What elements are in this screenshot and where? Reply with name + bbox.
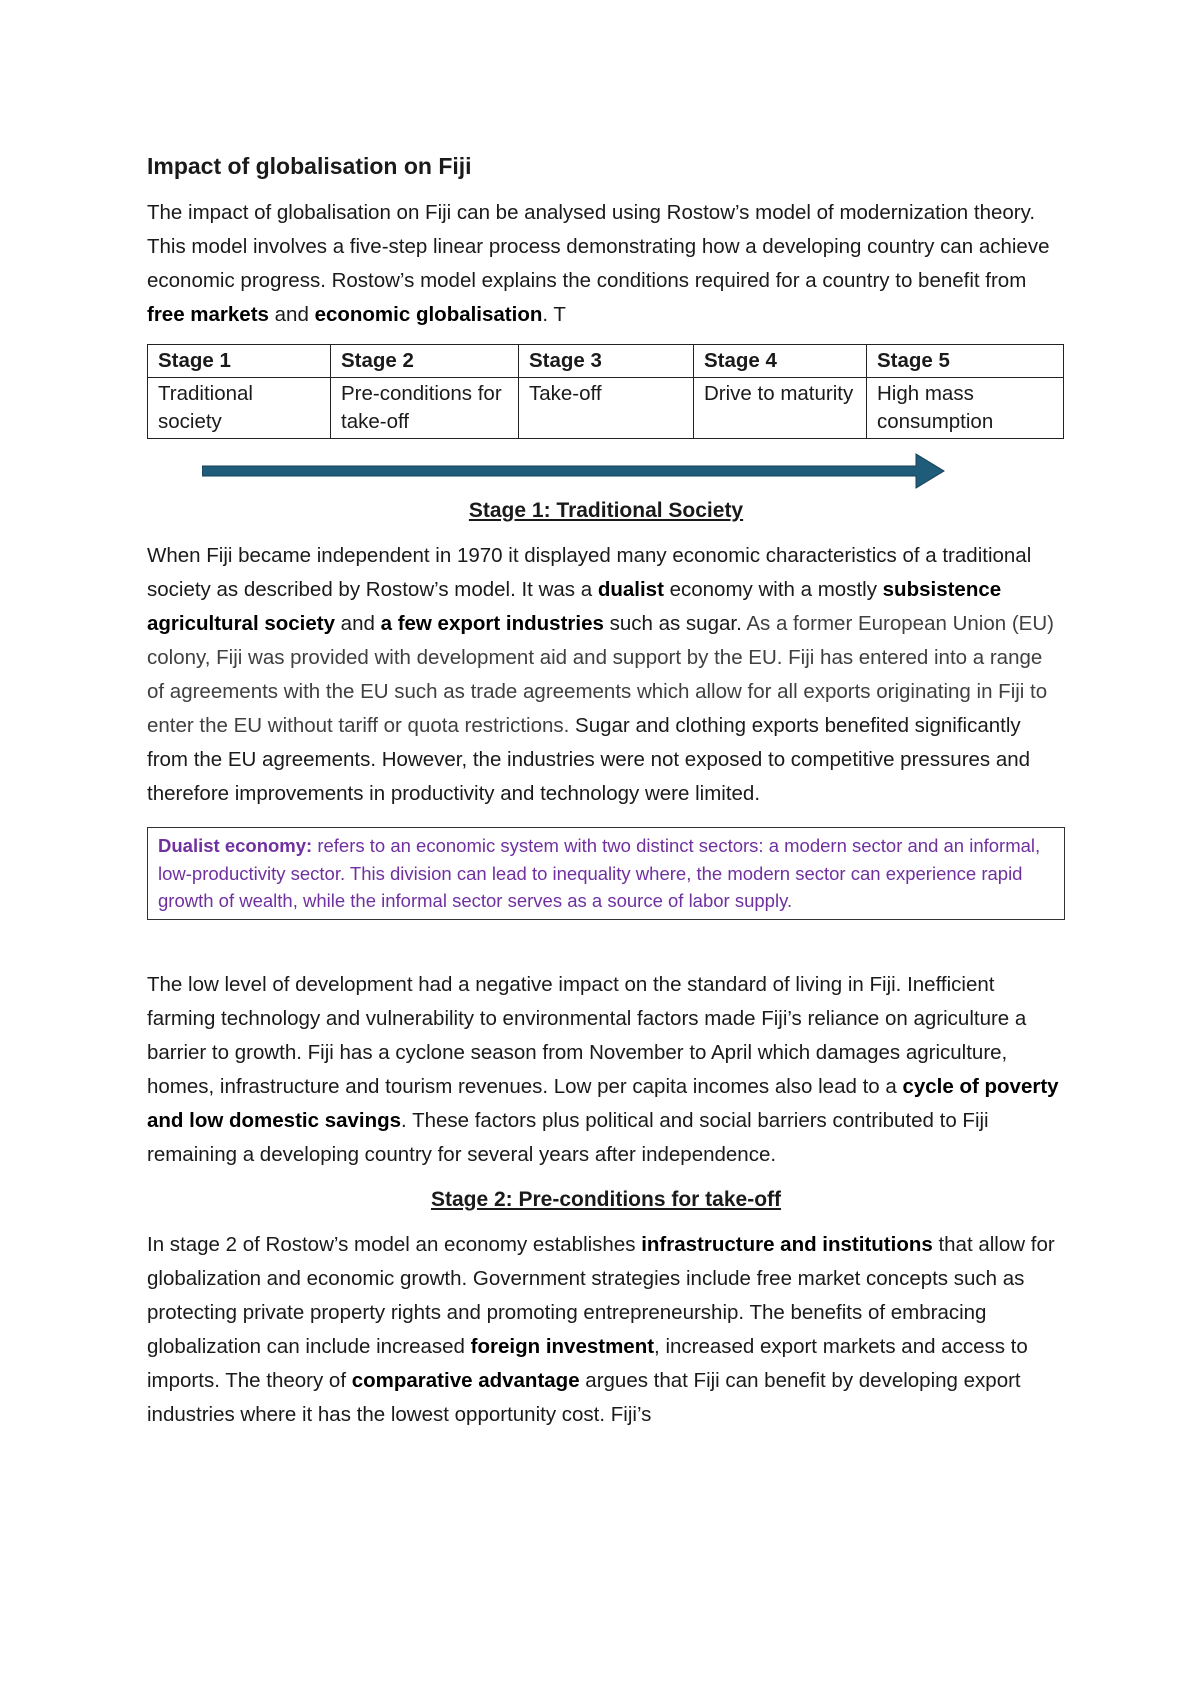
s1p2-bold-cycle-of-poverty: cycle of poverty and low domestic savings: [147, 1074, 1059, 1132]
dualist-economy-definition-box: [147, 827, 1065, 920]
intro-bold-economic-globalisation: economic globalisation: [314, 303, 543, 326]
intro-text-3: . T: [542, 303, 566, 326]
s1p1-bold-dualist: dualist: [597, 578, 664, 601]
stage-1-paragraph-2: [147, 968, 1065, 1172]
document-body: [147, 150, 1065, 1432]
stage-4-header: Stage 4: [694, 345, 867, 378]
intro-text-2: and: [268, 303, 315, 326]
s1p1-bold-export-industries: a few export industries: [380, 612, 604, 635]
stage-1-name: Traditional society: [148, 378, 331, 439]
s2p1-text-1: In stage 2 of Rostow’s model an economy establishes: [147, 1232, 642, 1256]
s1p1-eu-text: As a former European Union (EU) colony, Fiji was provided with development aid and support by the EU. Fiji has entered into a range of agreements with the EU such as trade agreements which allow for all exports originating in Fiji to enter the EU without tariff or quota restrictions.: [147, 612, 1054, 737]
s1p2-text-2: . These factors plus political and social barriers contributed to Fiji remaining a developing country for several years after independence.: [147, 1108, 989, 1166]
s2p1-text-2: that allow for globalization and economic growth. Government strategies include free market concepts such as protecting private property rights and promoting entrepreneurship. The benefits of embracing globalization can include increased: [147, 1232, 1055, 1358]
intro-text-1: The impact of globalisation on Fiji can be analysed using Rostow’s model of modernization theory. This model involves a five-step linear process demonstrating how a developing country can achieve economic progress. Rostow’s model explains the conditions required for a country to benefit from: [147, 201, 1050, 292]
definition-term: Dualist economy:: [158, 835, 313, 856]
s1p1-text-1: When Fiji became independent in 1970 it displayed many economic characteristics of a traditional society as described by Rostow’s model. It was a: [147, 544, 1032, 601]
s2p1-bold-foreign-investment: foreign investment: [470, 1334, 655, 1358]
s1p1-text-2: economy with a mostly: [663, 578, 883, 601]
document-title: Impact of globalisation on Fiji: [147, 153, 472, 179]
stage-2-heading: Stage 2: Pre-conditions for take-off: [430, 1187, 782, 1211]
s2p1-bold-comparative-advantage: comparative advantage: [351, 1368, 580, 1392]
stage-1-heading: Stage 1: Traditional Society: [468, 499, 744, 522]
stages-name-row: [148, 378, 1064, 439]
s1p1-text-3: and: [334, 612, 381, 635]
stage-5-header: Stage 5: [867, 345, 1064, 378]
s2p1-text-4: argues that Fiji can benefit by developing export industries where it has the lowest opportunity cost. Fiji’s: [147, 1368, 1021, 1426]
intro-bold-free-markets: free markets: [147, 303, 269, 326]
progress-arrow: [147, 449, 1065, 495]
stage-2-name: Pre-conditions for take-off: [331, 378, 519, 439]
intro-paragraph: [147, 196, 1065, 332]
stages-header-row: [148, 345, 1064, 378]
stage-2-header: Stage 2: [331, 345, 519, 378]
definition-text: refers to an economic system with two distinct sectors: a modern sector and an informal, low-productivity sector. This division can lead to inequality where, the modern sector can experience rapid growth of wealth, while the informal sector serves as a source of labor supply.: [158, 835, 1041, 911]
rostow-stages-table: [147, 344, 1064, 439]
stage-5-name: High mass consumption: [867, 378, 1064, 439]
s2p1-bold-infrastructure: infrastructure and institutions: [641, 1232, 933, 1256]
stage-1-paragraph-1: [147, 539, 1065, 811]
s1p1-text-5: Sugar and clothing exports benefited significantly from the EU agreements. However, the industries were not exposed to competitive pressures and therefore improvements in productivity and technology were limited.: [147, 714, 1031, 805]
stage-4-name: Drive to maturity: [694, 378, 867, 439]
stage-2-paragraph-1: [147, 1228, 1065, 1432]
stage-1-header: Stage 1: [148, 345, 331, 378]
s2p1-text-3: , increased export markets and access to imports. The theory of: [147, 1334, 1028, 1392]
s1p1-bold-subsistence: subsistence agricultural society: [147, 578, 1002, 635]
s1p2-text-1: The low level of development had a negative impact on the standard of living in Fiji. Inefficient farming technology and vulnerability to environmental factors made Fiji’s reliance on agriculture a barrier to growth. Fiji has a cyclone season from November to April which damages agriculture, homes, infrastructure and tourism revenues. Low per capita incomes also lead to a: [147, 972, 1027, 1098]
s1p1-text-4: such as sugar.: [603, 612, 747, 635]
stage-3-header: Stage 3: [519, 345, 694, 378]
stage-3-name: Take-off: [519, 378, 694, 439]
right-arrow-icon: [202, 449, 952, 495]
